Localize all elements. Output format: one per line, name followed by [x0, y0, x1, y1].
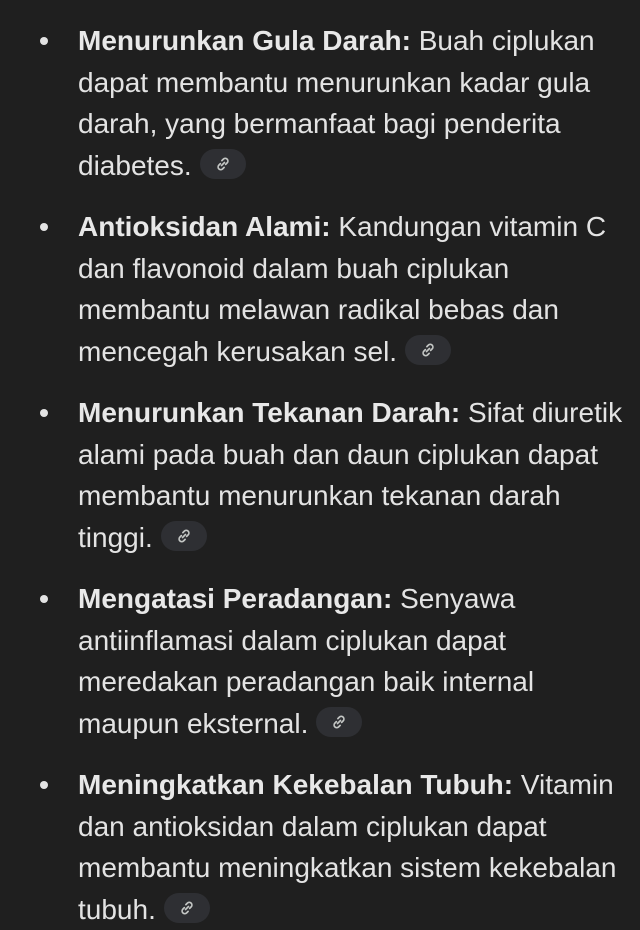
- link-icon: [330, 713, 348, 731]
- benefit-description: Sifat diuretik alami pada buah dan daun ciplukan dapat membantu menurunkan tekanan darah tinggi.: [78, 397, 623, 553]
- bullet-icon: [40, 409, 48, 417]
- list-item: [78, 764, 626, 930]
- source-link-button[interactable]: [316, 707, 362, 737]
- benefit-term: Antioksidan Alami:: [78, 211, 331, 242]
- link-icon: [214, 155, 232, 173]
- benefit-description: Vitamin dan antioksidan dalam ciplukan dapat membantu meningkatkan sistem kekebalan tubuh.: [78, 769, 617, 925]
- list-item: [78, 20, 626, 186]
- list-item: [78, 392, 626, 558]
- source-link-button[interactable]: [405, 335, 451, 365]
- link-icon: [175, 527, 193, 545]
- benefit-term: Menurunkan Tekanan Darah:: [78, 397, 461, 428]
- source-link-button[interactable]: [161, 521, 207, 551]
- benefit-description: Senyawa antiinflamasi dalam ciplukan dapat meredakan peradangan baik internal maupun eksternal.: [78, 583, 535, 739]
- bullet-icon: [40, 223, 48, 231]
- benefit-term: Menurunkan Gula Darah:: [78, 25, 411, 56]
- list-item: [78, 206, 626, 372]
- source-link-button[interactable]: [200, 149, 246, 179]
- bullet-icon: [40, 595, 48, 603]
- list-item: [78, 578, 626, 744]
- bullet-icon: [40, 37, 48, 45]
- benefit-term: Meningkatkan Kekebalan Tubuh:: [78, 769, 514, 800]
- benefit-description: Kandungan vitamin C dan flavonoid dalam buah ciplukan membantu melawan radikal bebas dan mencegah kerusakan sel.: [78, 211, 607, 367]
- source-link-button[interactable]: [164, 893, 210, 923]
- benefit-term: Mengatasi Peradangan:: [78, 583, 393, 614]
- link-icon: [178, 899, 196, 917]
- benefit-description: Buah ciplukan dapat membantu menurunkan kadar gula darah, yang bermanfaat bagi penderita diabetes.: [78, 25, 595, 181]
- bullet-icon: [40, 781, 48, 789]
- link-icon: [419, 341, 437, 359]
